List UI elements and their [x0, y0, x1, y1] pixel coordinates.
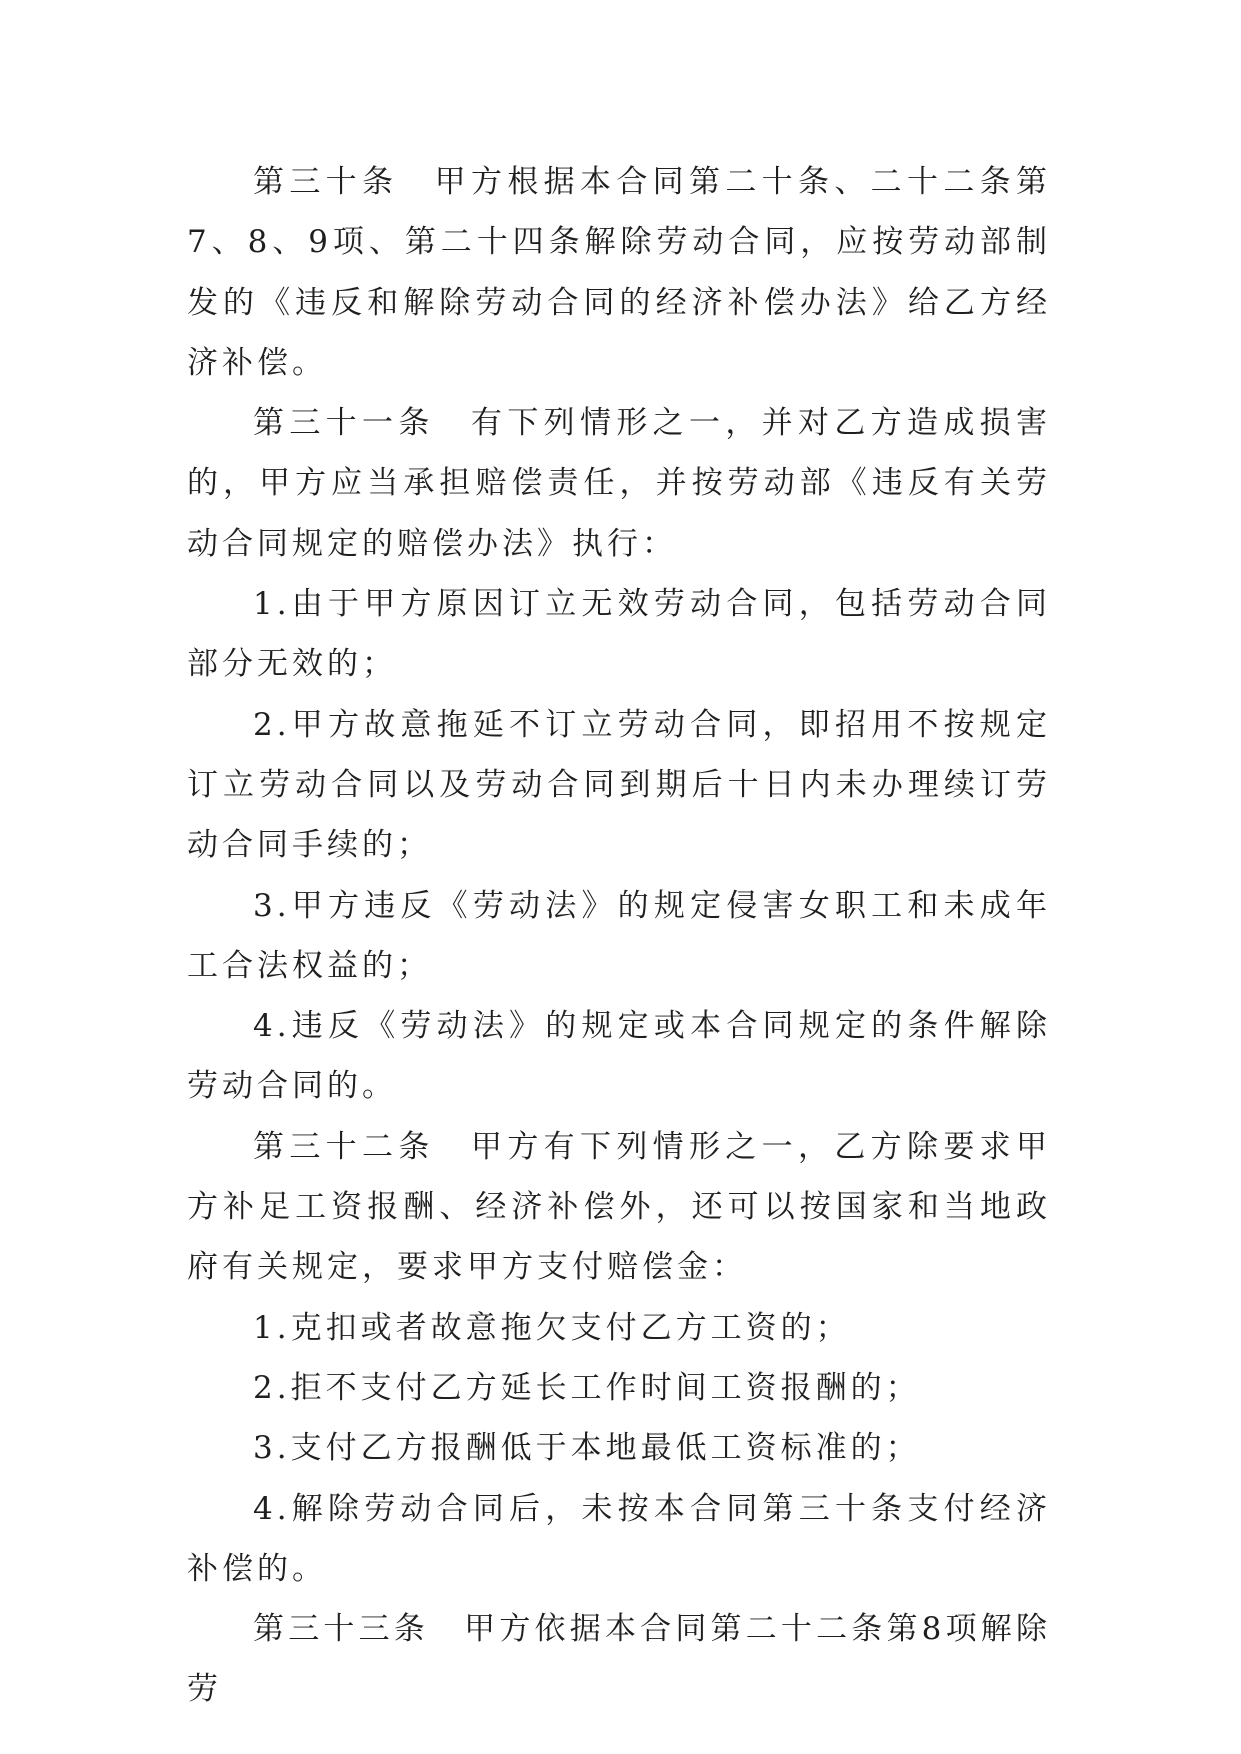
paragraph-article-31: 第三十一条 有下列情形之一，并对乙方造成损害的，甲方应当承担赔偿责任，并按劳动部《违反有关劳动合同规定的赔偿办法》执行：: [187, 405, 1051, 562]
list-item-31-3: 3.甲方违反《劳动法》的规定侵害女职工和未成年工合法权益的；: [187, 887, 1051, 984]
document-body: [187, 152, 1051, 1720]
paragraph-article-32: 第三十二条 甲方有下列情形之一，乙方除要求甲方补足工资报酬、经济补偿外，还可以按国家和当地政府有关规定，要求甲方支付赔偿金：: [187, 1128, 1051, 1286]
list-item-31-2: 2.甲方故意拖延不订立劳动合同，即招用不按规定订立劳动合同以及劳动合同到期后十日内未办理续订劳动合同手续的；: [187, 706, 1051, 864]
list-item-32-1: 1.克扣或者故意拖欠支付乙方工资的；: [253, 1309, 851, 1346]
paragraph-article-33: 第三十三条 甲方依据本合同第二十二条第8项解除劳: [187, 1611, 1051, 1708]
list-item-31-1: 1.由于甲方原因订立无效劳动合同，包括劳动合同部分无效的；: [187, 586, 1051, 683]
list-item-32-2: 2.拒不支付乙方延长工作时间工资报酬的；: [253, 1369, 921, 1406]
list-item-32-4: 4.解除劳动合同后，未按本合同第三十条支付经济补偿的。: [187, 1490, 1051, 1587]
paragraph-article-30: 第三十条 甲方根据本合同第二十条、二十二条第7、8、9项、第二十四条解除劳动合同，应按劳动部制发的《违反和解除劳动合同的经济补偿办法》给乙方经济补偿。: [187, 164, 1051, 381]
list-item-32-3: 3.支付乙方报酬低于本地最低工资标准的；: [253, 1430, 921, 1467]
list-item-31-4: 4.违反《劳动法》的规定或本合同规定的条件解除劳动合同的。: [187, 1008, 1051, 1105]
